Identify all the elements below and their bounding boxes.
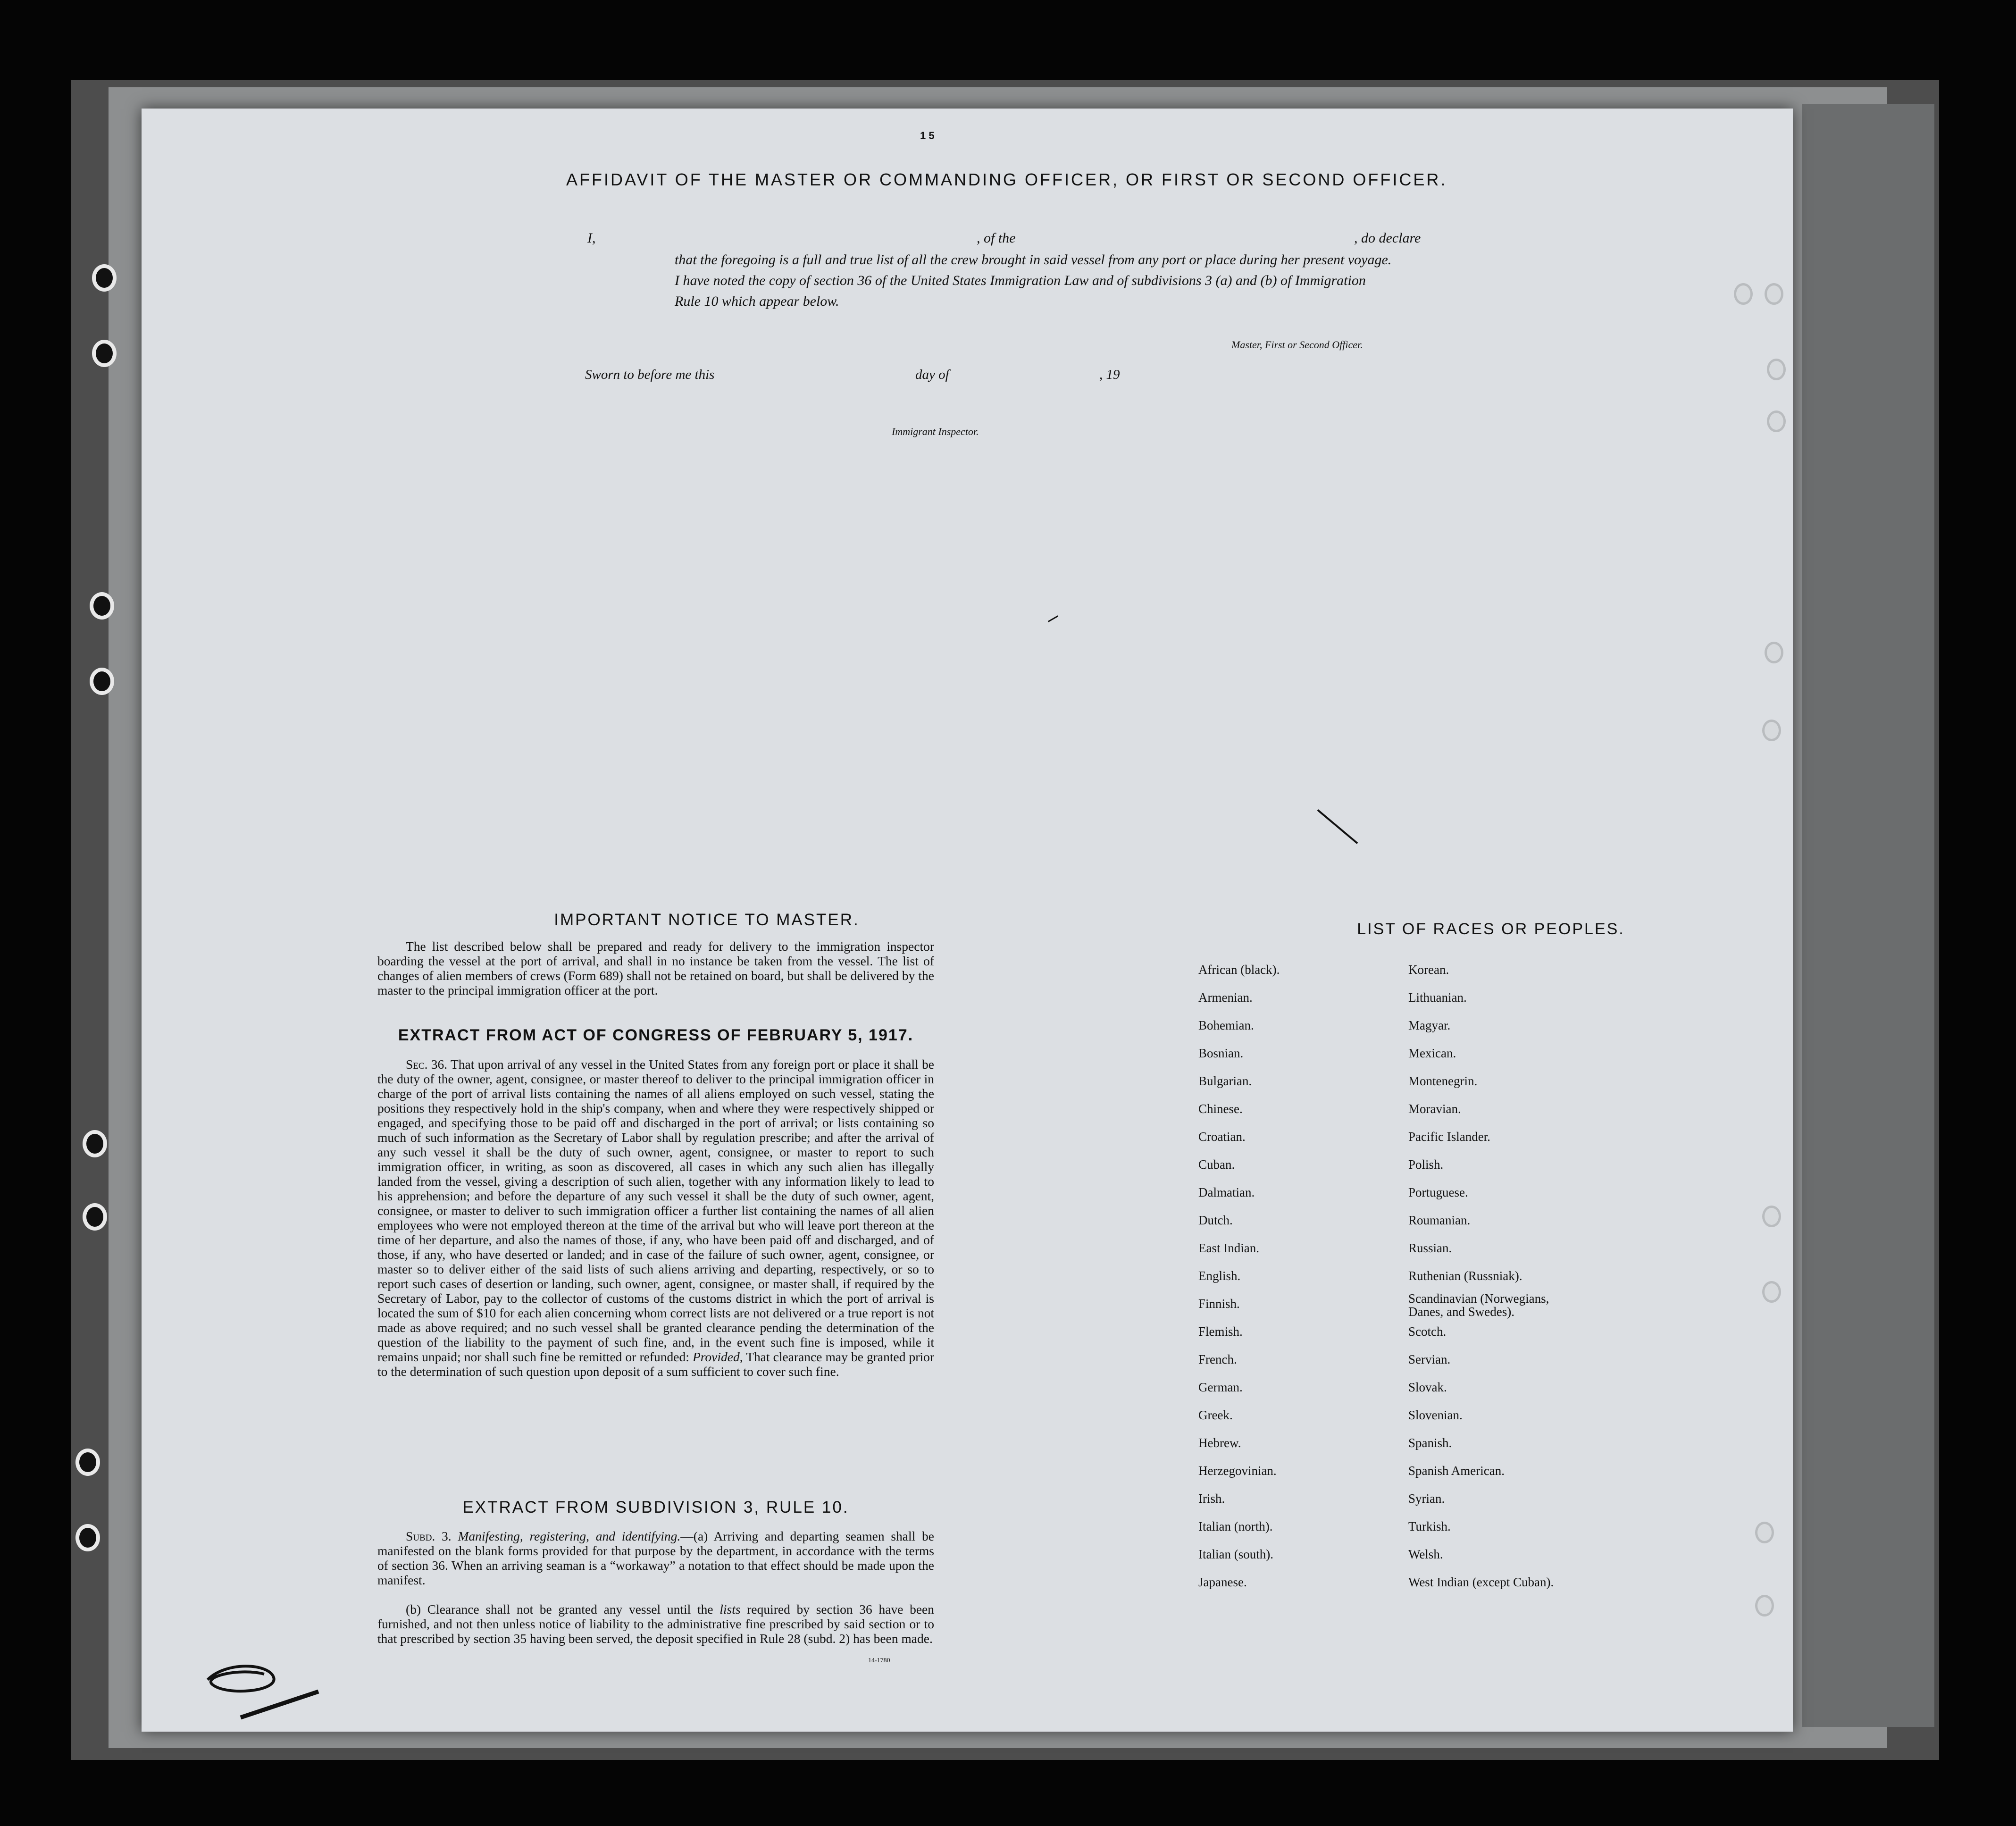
page-hole — [1765, 642, 1783, 663]
page-hole — [1762, 1281, 1781, 1303]
para-b-start: (b) Clearance shall not be granted any vessel until the — [406, 1602, 713, 1617]
race-item: Greek. — [1198, 1408, 1233, 1422]
race-item: Ruthenian (Russniak). — [1408, 1269, 1522, 1283]
signature-label: Master, First or Second Officer. — [1231, 339, 1363, 351]
sworn-day: day of — [915, 367, 949, 382]
race-item: Dalmatian. — [1198, 1185, 1255, 1199]
race-item: Cuban. — [1198, 1157, 1235, 1172]
page-hole — [1734, 283, 1753, 305]
scan-mark — [1048, 615, 1058, 622]
race-item: Slovenian. — [1408, 1408, 1463, 1422]
race-item: West Indian (except Cuban). — [1408, 1575, 1554, 1589]
extract-act-title: EXTRACT FROM ACT OF CONGRESS OF FEBRUARY 5, 1917. — [398, 1026, 914, 1044]
race-item: Japanese. — [1198, 1575, 1247, 1589]
extract-act-text — [377, 1057, 934, 1379]
extract-rule-para-b — [377, 1602, 934, 1646]
inspector-label: Immigrant Inspector. — [892, 426, 979, 437]
page-hole — [1767, 410, 1786, 432]
race-item: German. — [1198, 1380, 1243, 1394]
race-item: Dutch. — [1198, 1213, 1233, 1227]
race-item: Moravian. — [1408, 1102, 1461, 1116]
binder-hole — [90, 668, 114, 695]
proviso-word: Provided, — [692, 1349, 743, 1364]
affidavit-line3: I have noted the copy of section 36 of the United States Immigration Law and of subdivisions 3 (a) and (b) of Immigration — [675, 273, 1366, 288]
race-item: Roumanian. — [1408, 1213, 1471, 1227]
affidavit-line2: that the foregoing is a full and true list of all the crew brought in said vessel from any port or place during her present voyage. — [675, 252, 1392, 268]
race-item: African (black). — [1198, 963, 1280, 977]
affidavit-title: AFFIDAVIT OF THE MASTER OR COMMANDING OFFICER, OR FIRST OR SECOND OFFICER. — [566, 170, 1447, 189]
binder-hole — [75, 1524, 100, 1551]
race-item: Servian. — [1408, 1352, 1451, 1366]
binder-hole — [92, 264, 117, 292]
race-item: Hebrew. — [1198, 1436, 1241, 1450]
affidavit-line4: Rule 10 which appear below. — [675, 293, 839, 309]
race-item: Italian (north). — [1198, 1519, 1273, 1533]
race-item: Chinese. — [1198, 1102, 1243, 1116]
binder-hole — [83, 1130, 107, 1157]
race-item: Pacific Islander. — [1408, 1130, 1490, 1144]
race-item: Korean. — [1408, 963, 1449, 977]
form-number: 14-1780 — [868, 1657, 890, 1664]
notice-title: IMPORTANT NOTICE TO MASTER. — [554, 911, 860, 929]
race-item: Croatian. — [1198, 1130, 1246, 1144]
race-item: Herzegovinian. — [1198, 1464, 1277, 1478]
pen-scribble-icon — [198, 1651, 321, 1722]
race-item: Finnish. — [1198, 1297, 1240, 1311]
section-text: That upon arrival of any vessel in the United States from any foreign port or place it shall be the duty of the owner, agent, consignee, or master thereof to deliver to the principal immigration officer in charge of the port of arrival lists containing the names of all aliens employed on such vessel, stating the positions they respectively hold in the ship's company, when and where they were respectively shipped or engaged, and specifying those to be paid off and discharged in the port of arrival; or lists containing so much of such information as the Secretary of Labor shall by regulation prescribe; and after the arrival of any such vessel it shall be the duty of such owner, agent, consignee, or master to report to such immigration officer, in writing, as soon as discovered, all cases in which any such alien has illegally landed from the vessel, giving a description of such alien, together with any information likely to lead to his apprehension; and before the departure of any such vessel it shall be the duty of such owner, agent, consignee, or master to deliver to such immigration officer a further list containing the names of all alien employees who were not employed thereon at the time of the arrival but who will leave port thereon at the time of her departure, and also the names of those, if any, who have been paid off and discharged, and of those, if any, who have deserted or landed; and in case of the failure of such owner, agent, consignee, or master so to deliver either of the said lists of such aliens arriving and departing, respectively, or so to report such cases of desertion or landing, such owner, agent, consignee, or master shall, if required by the Secretary of Labor, pay to the collector of customs of the customs district in which the port of arrival is located the sum of $10 for each alien concerning whom correct lists are not delivered or a true report is not made as above required; and no such vessel shall be granted clearance pending the determination of the question of the liability to the payment of such fine, and, in the event such fine is imposed, while it remains unpaid; nor shall such fine be remitted or refunded: — [377, 1057, 934, 1364]
proviso-text: That clearance may be granted prior to the determination of such question upon deposit of a sum sufficient to cover such fine. — [377, 1349, 934, 1379]
document-page — [142, 109, 1793, 1732]
race-item: Montenegrin. — [1408, 1074, 1478, 1088]
race-item: Turkish. — [1408, 1519, 1451, 1533]
race-item: Bulgarian. — [1198, 1074, 1252, 1088]
race-item: Spanish. — [1408, 1436, 1452, 1450]
race-item: Welsh. — [1408, 1547, 1443, 1561]
race-item: Portuguese. — [1408, 1185, 1468, 1199]
race-item: Flemish. — [1198, 1324, 1243, 1339]
race-item: Armenian. — [1198, 990, 1253, 1005]
races-title: LIST OF RACES OR PEOPLES. — [1357, 920, 1625, 938]
header-mark: 1 5 — [920, 130, 935, 142]
subd-label: Subd. 3. — [406, 1529, 452, 1543]
race-item: Mexican. — [1408, 1046, 1456, 1060]
race-item: Bohemian. — [1198, 1018, 1254, 1032]
binder-hole — [75, 1449, 100, 1476]
backing-sheet-edge — [1802, 104, 1934, 1727]
race-item: Magyar. — [1408, 1018, 1451, 1032]
section-label: Sec. 36. — [406, 1057, 448, 1072]
race-item: Irish. — [1198, 1491, 1225, 1506]
affidavit-line1-end: , do declare — [1354, 230, 1421, 246]
race-item: Spanish American. — [1408, 1464, 1505, 1478]
binder-hole — [92, 340, 117, 367]
affidavit-line1-start: I, — [587, 230, 596, 246]
subd-text-a: —(a) Arriving and departing seamen shall be manifested on the blank forms provided for that purpose by the department, in accordance with the terms of section 36. When an arriving seaman is a “workaway” a notation to that effect should be made upon the manifest. — [377, 1529, 934, 1587]
race-item: French. — [1198, 1352, 1237, 1366]
page-hole — [1755, 1595, 1774, 1617]
page-hole — [1765, 283, 1783, 305]
race-item: Bosnian. — [1198, 1046, 1244, 1060]
scan-mark — [1317, 809, 1358, 844]
affidavit-line1-mid: , of the — [977, 230, 1016, 246]
extract-rule-title: EXTRACT FROM SUBDIVISION 3, RULE 10. — [462, 1498, 849, 1516]
page-hole — [1767, 359, 1786, 380]
page-hole — [1755, 1522, 1774, 1543]
race-item: Polish. — [1408, 1157, 1444, 1172]
subd-italic: Manifesting, registering, and identifying. — [458, 1529, 681, 1543]
para-b-italic: lists — [719, 1602, 741, 1617]
race-item: Italian (south). — [1198, 1547, 1273, 1561]
extract-rule-para-a — [377, 1529, 934, 1587]
binder-hole — [90, 592, 114, 620]
page-hole — [1762, 1206, 1781, 1227]
sworn-text: Sworn to before me this — [585, 367, 715, 382]
race-item: Slovak. — [1408, 1380, 1447, 1394]
race-item: Syrian. — [1408, 1491, 1445, 1506]
sworn-year: , 19 — [1099, 367, 1120, 382]
notice-text: The list described below shall be prepared and ready for delivery to the immigration inspector boarding the vessel at the port of arrival, and shall in no instance be taken from the vessel. The list of changes of alien members of crews (Form 689) shall not be retained on board, but shall be delivered by the master to the principal immigration officer at the port. — [377, 939, 934, 997]
page-hole — [1762, 720, 1781, 741]
binder-hole — [83, 1203, 107, 1231]
race-item: East Indian. — [1198, 1241, 1259, 1255]
race-item: Lithuanian. — [1408, 990, 1467, 1005]
para-b-end: required by section 36 have been furnished, and not then unless notice of liability to the administrative fine prescribed by said section or to that prescribed by section 35 having been served, the deposit specified in Rule 28 (subd. 2) has been made. — [377, 1602, 934, 1646]
race-item: Scandinavian (Norwegians, Danes, and Swedes). — [1408, 1291, 1549, 1319]
race-item: Scotch. — [1408, 1324, 1447, 1339]
race-item: Russian. — [1408, 1241, 1452, 1255]
race-item: English. — [1198, 1269, 1241, 1283]
